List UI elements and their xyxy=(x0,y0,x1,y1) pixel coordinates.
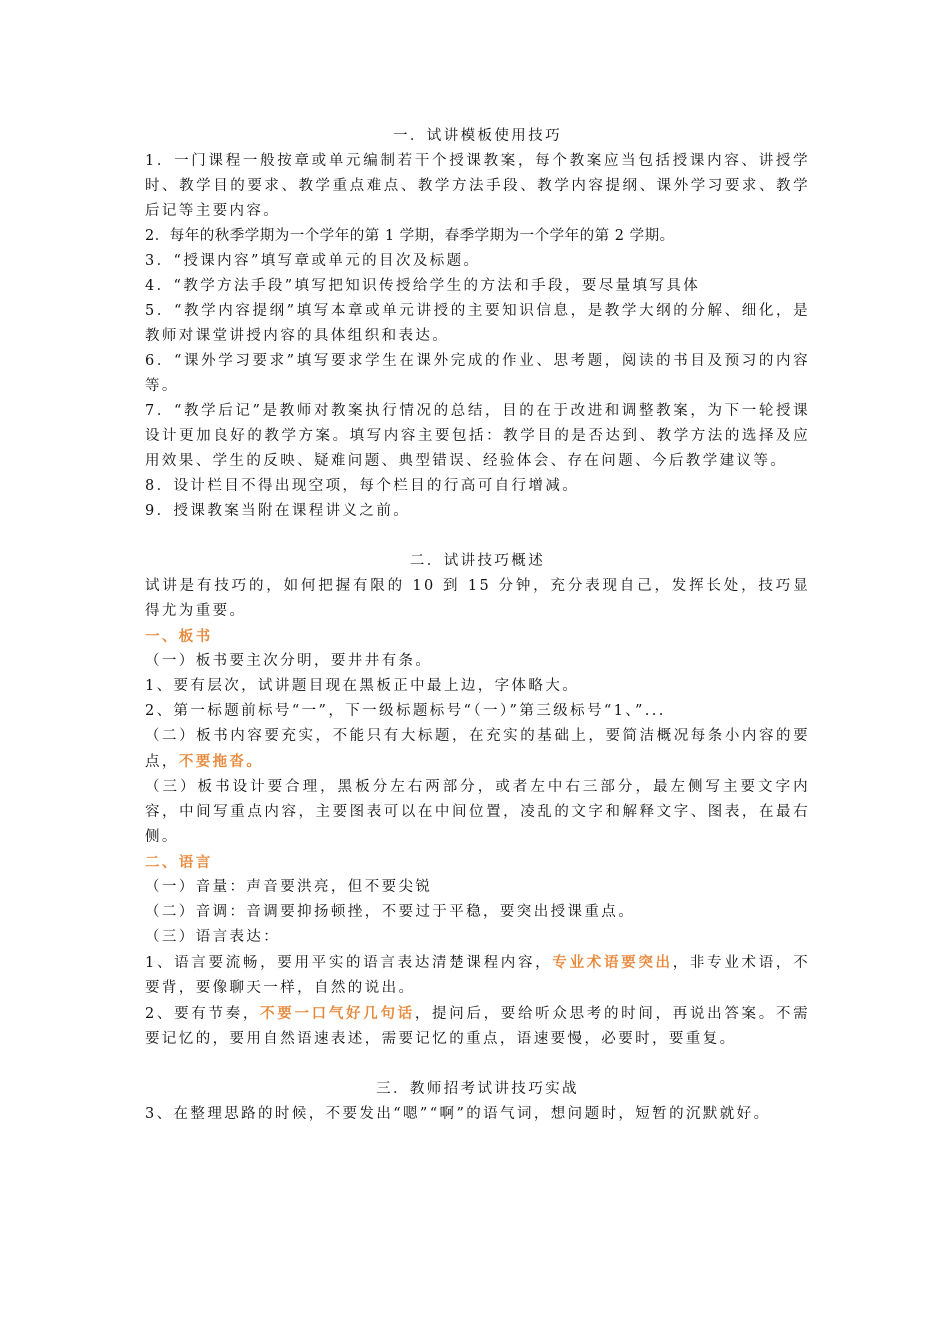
section1-item-1: 1．一门课程一般按章或单元编制若干个授课教案，每个教案应当包括授课内容、讲授学时、教学目的要求、教学重点难点、教学方法手段、教学内容提纲、课外学习要求、教学后记等主要内容。 xyxy=(145,153,810,219)
language-p5-text-end: ，提问后，要给听众思考的时间，再说出答案。不需要记忆的，要用自然语速表述，需要记忆的重点，语速要慢，必要时，要重复。 xyxy=(145,1006,811,1047)
section1-title: 一．试讲模板使用技巧 xyxy=(393,128,562,144)
board-p5: （三）板书设计要合理，黑板分左右两部分，或者左中右三部分，最左侧写主要文字内容，中间写重点内容，主要图表可以在中间位置，凌乱的文字和解释文字、图表，在最右侧。 xyxy=(145,779,810,845)
section1-item-2: 2．每年的秋季学期为一个学年的第 1 学期，春季学期为一个学年的第 2 学期。 xyxy=(145,228,675,244)
section3-p1: 3、在整理思路的时候，不要发出“嗯”“啊”的语气词，想问题时，短暂的沉默就好。 xyxy=(145,1106,771,1122)
board-heading: 一、板书 xyxy=(145,628,213,645)
section1-item-4: 4．“教学方法手段”填写把知识传授给学生的方法和手段，要尽量填写具体 xyxy=(145,278,701,294)
board-p1: （一）板书要主次分明，要井井有条。 xyxy=(145,653,433,669)
language-p4-text: 1、语言要流畅，要用平实的语言表达清楚课程内容， xyxy=(145,955,553,971)
section-gap xyxy=(145,524,810,549)
language-p2: （二）音调：音调要抑扬顿挫，不要过于平稳，要突出授课重点。 xyxy=(145,904,636,920)
board-p2: 1、要有层次，试讲题目现在黑板正中最上边，字体略大。 xyxy=(145,678,580,694)
language-p4-emphasis: 专业术语要突出 xyxy=(552,954,673,971)
board-p4 xyxy=(145,724,810,775)
section1-item-5: 5．“教学内容提纲”填写本章或单元讲授的主要知识信息，是教学大纲的分解、细化，是教师对课堂讲授内容的具体组织和表达。 xyxy=(145,303,810,344)
board-p3: 2、第一标题前标号“一”，下一级标题标号“（一）”第三级标号“1、”... xyxy=(145,703,666,719)
section1-item-6: 6．“课外学习要求”填写要求学生在课外完成的作业、思考题，阅读的书目及预习的内容等。 xyxy=(145,353,810,394)
board-p4-text: （二）板书内容要充实，不能只有大标题，在充实的基础上，要简洁概况每条小内容的要点， xyxy=(145,728,810,770)
section1-item-9: 9．授课教案当附在课程讲义之前。 xyxy=(145,503,411,519)
section-gap xyxy=(145,1052,810,1077)
section1-item-7: 7．“教学后记”是教师对教案执行情况的总结，目的在于改进和调整教案，为下一轮授课设计更加良好的教学方案。填写内容主要包括：教学目的是否达到、教学方法的选择及应用效果、学生的反映、疑难问题、典型错误、经验体会、存在问题、今后教学建议等。 xyxy=(145,403,810,469)
language-heading: 二、语言 xyxy=(145,854,213,871)
section1-item-3: 3．“授课内容”填写章或单元的目次及标题。 xyxy=(145,253,481,269)
section2-intro: 试讲是有技巧的，如何把握有限的 10 到 15 分钟，充分表现自己，发挥长处，技巧显得尤为重要。 xyxy=(145,578,810,619)
language-p5 xyxy=(145,1001,810,1052)
section3-title: 三．教师招考试讲技巧实战 xyxy=(376,1081,579,1097)
language-p4 xyxy=(145,950,810,1001)
document-page xyxy=(145,124,810,1127)
language-p4-text-end: ，非专业术语，不要背，要像聊天一样，自然的说出。 xyxy=(145,955,810,996)
board-p4-emphasis: 不要拖沓。 xyxy=(178,753,264,770)
section2-title: 二．试讲技巧概述 xyxy=(409,553,546,569)
section1-item-8: 8．设计栏目不得出现空项，每个栏目的行高可自行增减。 xyxy=(145,478,580,494)
language-p3: （三）语言表达： xyxy=(145,929,281,945)
language-p5-emphasis: 不要一口气好几句话 xyxy=(260,1005,415,1022)
language-p5-text: 2、要有节奏， xyxy=(145,1006,261,1022)
language-p1: （一）音量：声音要洪亮，但不要尖锐 xyxy=(145,879,433,895)
